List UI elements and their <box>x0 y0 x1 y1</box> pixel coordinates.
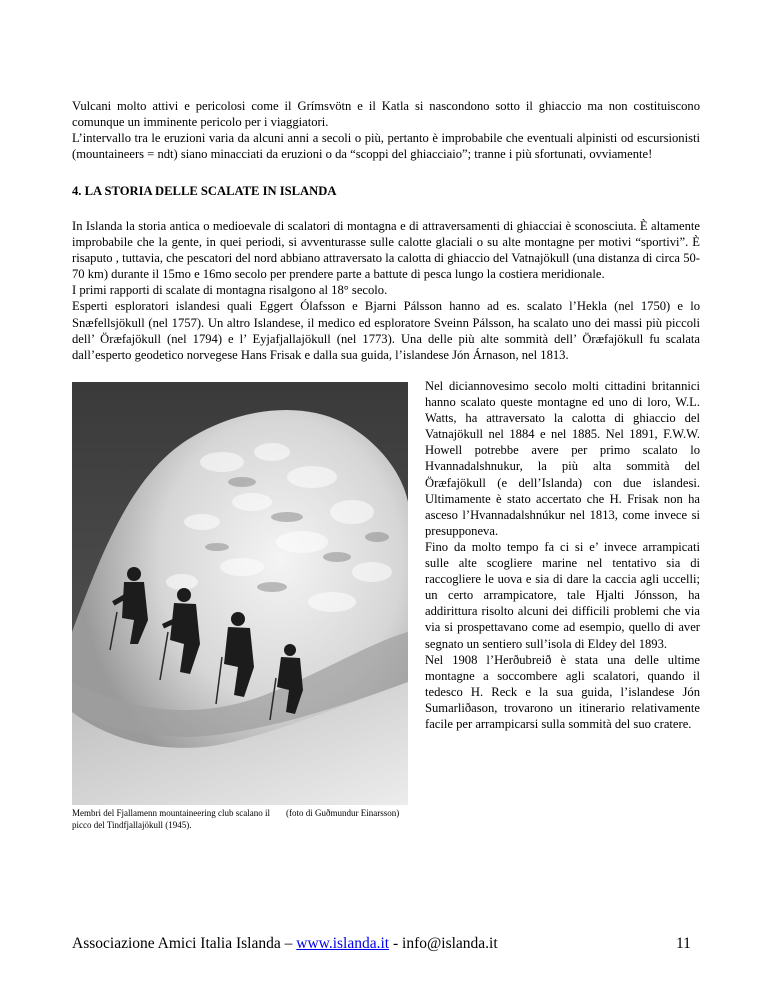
history-text <box>72 218 700 363</box>
footer <box>72 935 498 953</box>
intro-text <box>72 98 700 162</box>
footer-website-link[interactable]: www.islanda.it <box>296 935 390 952</box>
right-column-paragraph: Nel diciannovesimo secolo molti cittadini britannici hanno scalato queste montagne ed uno di loro, W.L. Watts, ha attraversato la calotta di ghiaccio del Vatnajökull nel 1884 e nel 1885. Nel 1891, F.W.W. Howell potrebbe avere per primo scalato lo Hvannadalshnukur, la più alta sommità del Öræfajökull (e dell’Islanda) con due islandesi. Ultimamente è stato accertato che H. Frisak non ha asceso l’Hvannadalshnúkur nel 1813, come invece si presupponeva. <box>425 379 700 538</box>
photo-credit: (foto di Guðmundur Einarsson) <box>286 808 400 818</box>
footer-association: Associazione Amici Italia Islanda – <box>72 935 297 952</box>
footer-email: - info@islanda.it <box>389 935 498 952</box>
section-heading: 4. LA STORIA DELLE SCALATE IN ISLANDA <box>72 184 337 198</box>
history-paragraph: In Islanda la storia antica o medioevale di scalatori di montagna e di attraversamenti di ghiacciai è sconosciuta. È altamente improbabile che la gente, in quei periodi, si avventurasse sulle calotte glaciali o su alte montagne per motivi “sportivi”. È risaputo , tuttavia, che pescatori del nord abbiano attraversato la calotta di ghiaccio del Vatnajökull (una distanza di circa 50-70 km) durante il 15mo e 16mo secolo per prendere parte a battute di pesca lungo la costiera meridionale. <box>72 219 700 282</box>
intro-paragraph: L’intervallo tra le eruzioni varia da alcuni anni a secoli o più, pertanto è improbabile che eventuali alpinisti od escursionisti (mountaineers = ndt) siano minacciati da eruzioni o da “scoppi del ghiacciaio”; tranne i più sfortunati, ovviamente! <box>72 131 700 162</box>
climbers-photo <box>72 382 408 805</box>
history-paragraph: I primi rapporti di scalate di montagna risalgono al 18° secolo. <box>72 283 388 298</box>
photo-caption: Membri del Fjallamenn mountaineering club scalano il picco del Tindfjallajökull (1945). <box>72 808 270 830</box>
history-paragraph: Esperti esploratori islandesi quali Eggert Ólafsson e Bjarni Pálsson hanno ad es. scalato l’Hekla (nel 1750) e lo Snæfellsjökull (nel 1757). Un altro Islandese, il medico ed esploratore Sveinn Pálsson, ha scalato uno dei massi più piccoli dell’ Öræfajökull (nel 1794) e l’ Eyjafjallajökull (nel 1773). Una delle più alte sommità dell’ Öræfajökull fu scalata dall’esperto geodetico norvegese Hans Frisak e dalla sua guida, l’islandese Jón Árnason, nel 1813. <box>72 299 700 362</box>
right-column-paragraph: Fino da molto tempo fa ci si e’ invece arrampicati sulle alte scogliere marine nel tentativo sia di raccogliere le uova e sia di dare la caccia agli uccelli; un certo arrampicatore, tale Hjalti Jónsson, ha addirittura risolto alcuni dei difficili problemi che via via si prospettavano come ad esempio, quello di aver segnato un sentiero sull’isola di Eldey del 1893. <box>425 539 700 651</box>
page-number: 11 <box>676 935 691 952</box>
right-column-paragraph: Nel 1908 l’Herðubreið è stata una delle ultime montagne a soccombere agli scalatori, quando il tedesco H. Reck e la sua guida, l’islandese Jón Sumarliðason, trovarono un itinerario relativamente facile per arrampicarsi sulla sommità del suo cratere. <box>425 652 700 731</box>
intro-paragraph: Vulcani molto attivi e pericolosi come il Grímsvötn e il Katla si nascondono sotto il ghiaccio ma non costituiscono comunque un imminente pericolo per i viaggiatori. <box>72 99 700 130</box>
right-column-text <box>425 378 700 732</box>
